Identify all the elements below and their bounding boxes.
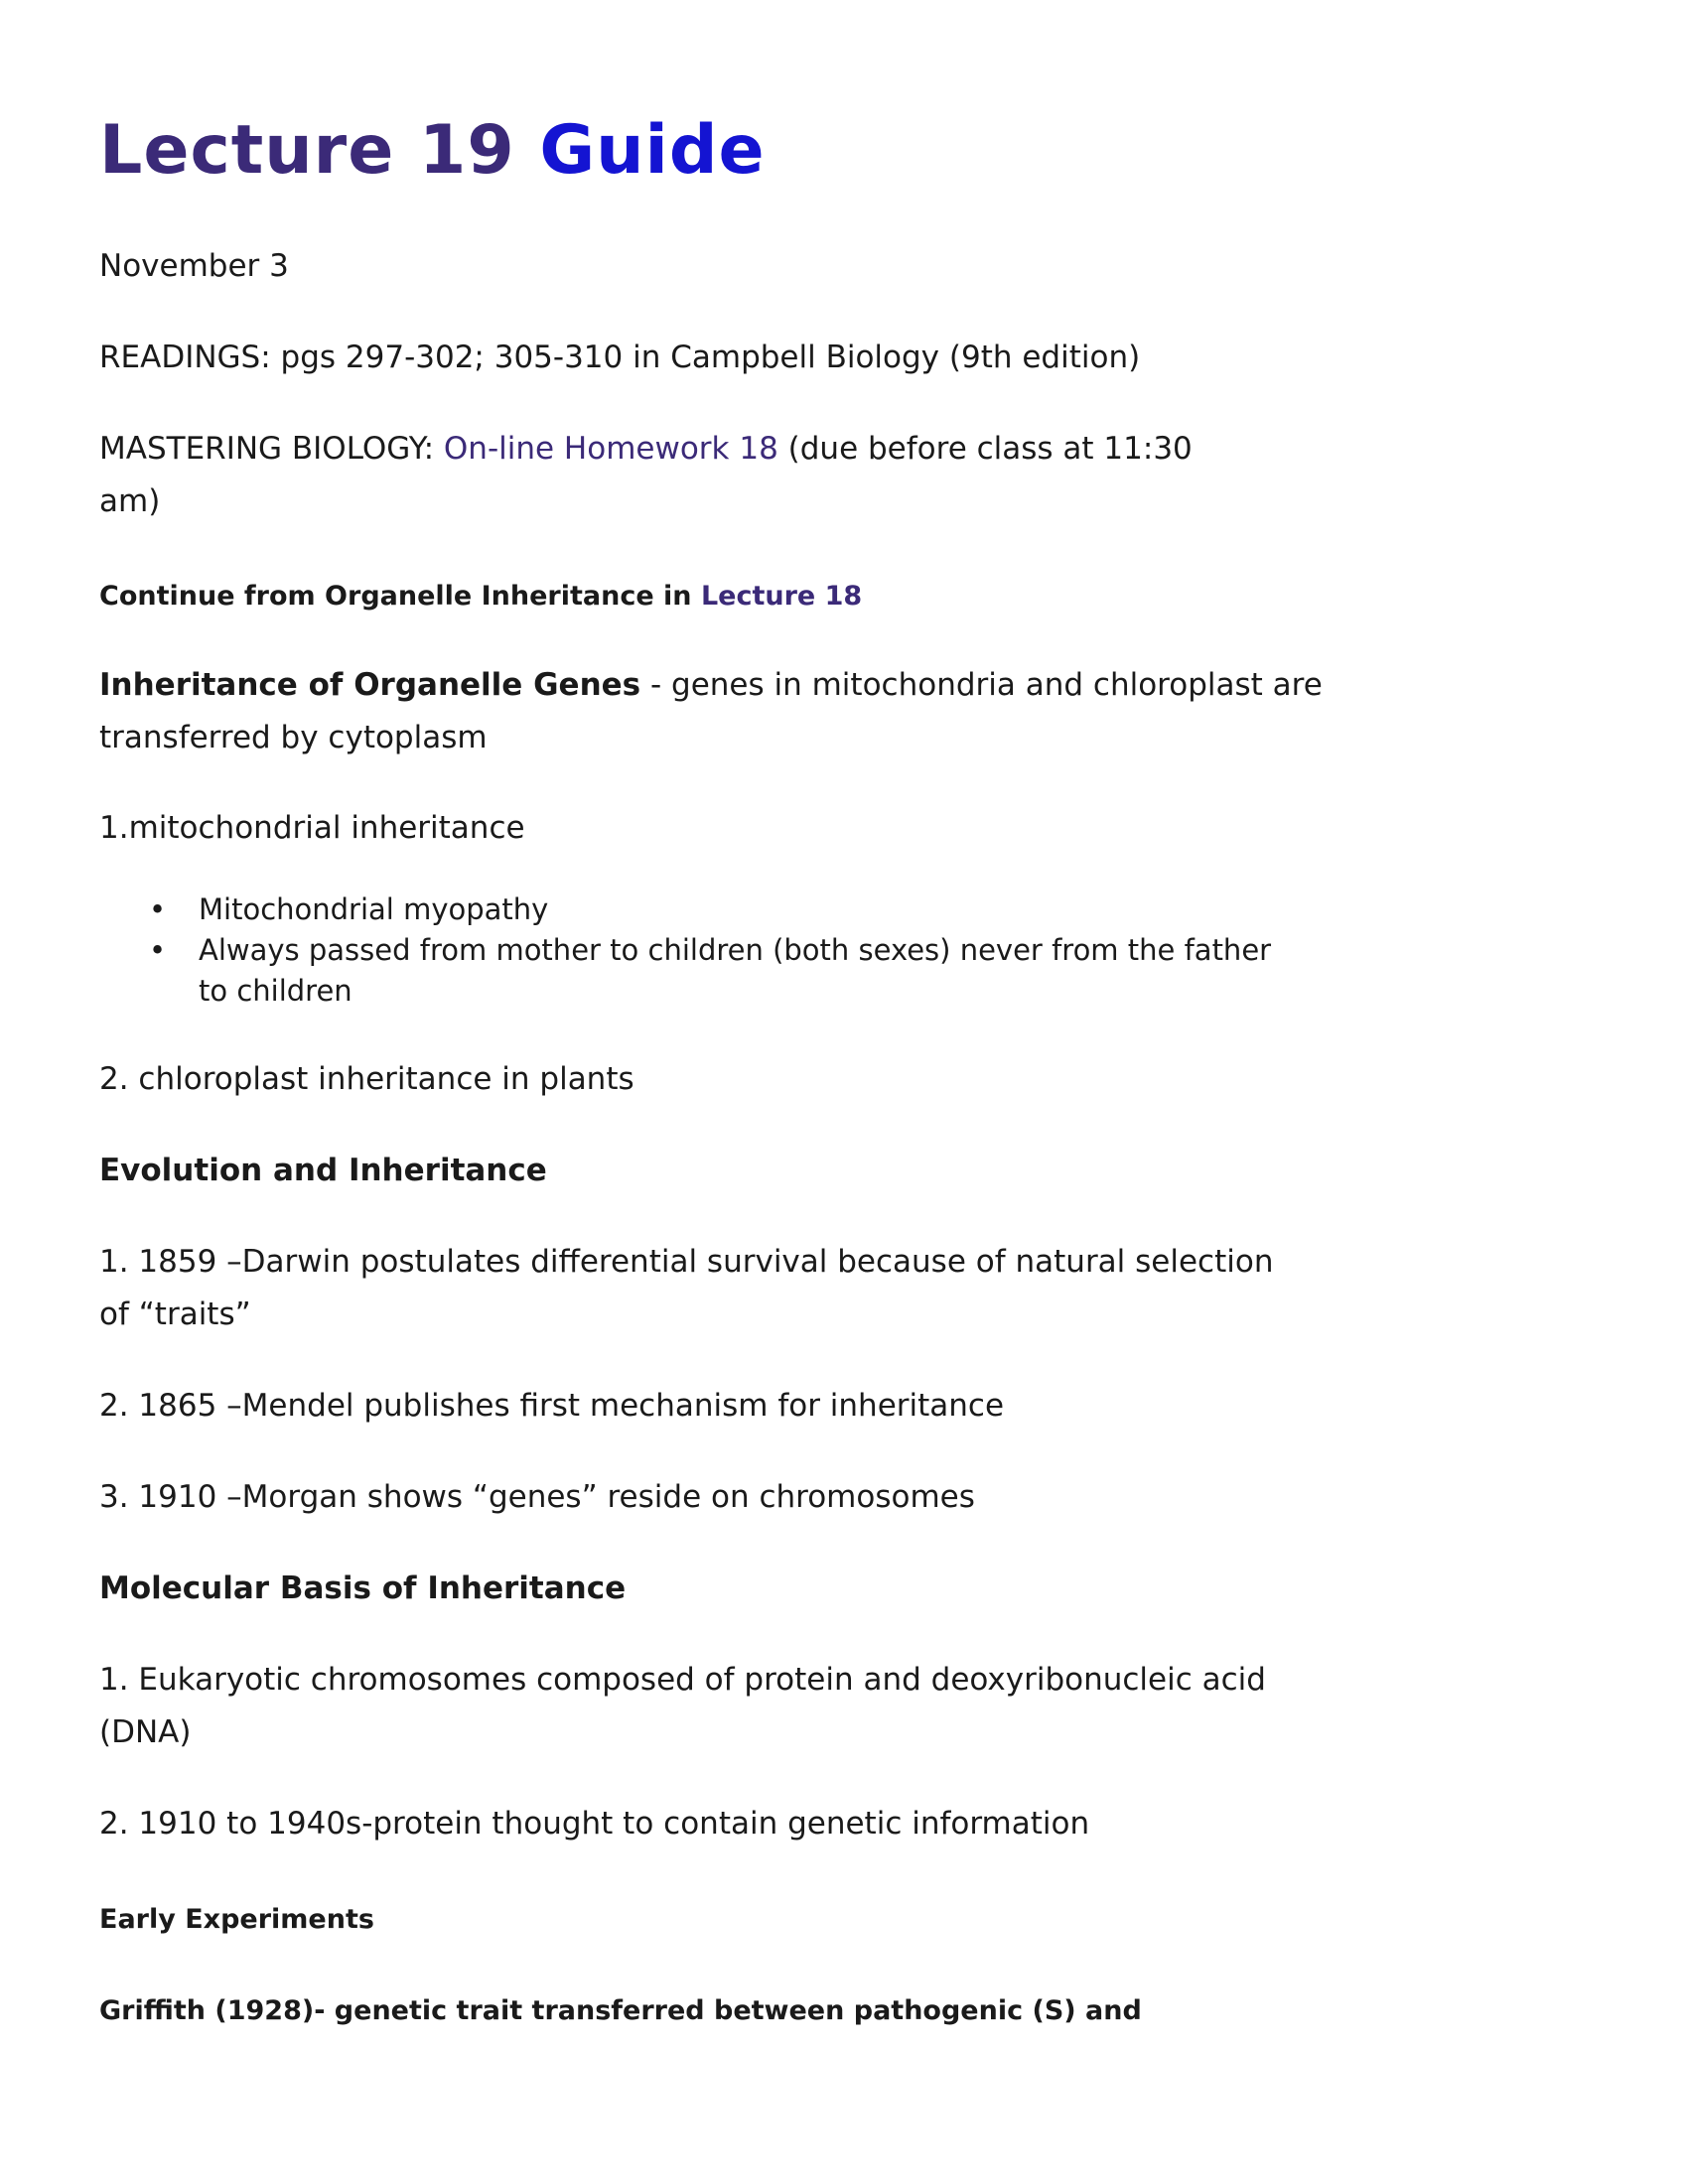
lecture-18-link[interactable]: Lecture 18 — [700, 581, 863, 612]
list-item: of “traits” — [99, 1297, 251, 1332]
list-item: 2. 1910 to 1940s-protein thought to contain genetic information — [99, 1806, 1090, 1842]
list-item: 1. 1859 –Darwin postulates differential survival because of natural selection — [99, 1244, 1274, 1280]
readings — [99, 332, 1140, 384]
page-title — [99, 111, 766, 190]
readings-text: : pgs 297-302; 305-310 in Campbell Biology (9th edition) — [260, 340, 1141, 375]
mito-item: 1.mitochondrial inheritance — [99, 810, 525, 846]
griffith-text: Griffith (1928)- genetic trait transferred between pathogenic (S) and — [99, 1995, 1142, 2026]
list-item: • Mitochondrial myopathy — [149, 889, 1271, 930]
list-item: (DNA) — [99, 1714, 192, 1750]
homework-link[interactable]: On-line Homework 18 — [443, 431, 778, 467]
title-guide: Guide — [539, 111, 766, 190]
list-item: 2. 1865 –Mendel publishes first mechanism for inheritance — [99, 1388, 1005, 1424]
early-heading: Early Experiments — [99, 1904, 374, 1935]
list-item: 3. 1910 –Morgan shows “genes” reside on chromosomes — [99, 1479, 975, 1515]
chloro-item: 2. chloroplast inheritance in plants — [99, 1061, 634, 1097]
mastering-line2: am) — [99, 483, 161, 519]
title-lecture: Lecture 19 — [99, 111, 515, 190]
readings-label: READINGS — [99, 340, 261, 375]
mastering-label: MASTERING BIOLOGY — [99, 431, 424, 467]
organelle-section: Inheritance of Organelle Genes - genes in mitochondria and chloroplast are — [99, 667, 1323, 703]
list-item: 1. Eukaryotic chromosomes composed of protein and deoxyribonucleic acid — [99, 1662, 1266, 1698]
organelle-line2: transferred by cytoplasm — [99, 720, 488, 755]
organelle-heading: Inheritance of Organelle Genes — [99, 667, 641, 703]
date: November 3 — [99, 248, 289, 284]
continue-note: Continue from Organelle Inheritance in Lecture 18 — [99, 581, 863, 612]
list-item: • Always passed from mother to children (both sexes) never from the father — [149, 930, 1271, 971]
evolution-heading: Evolution and Inheritance — [99, 1153, 547, 1188]
list-item-continued: to children — [199, 974, 352, 1008]
molecular-heading: Molecular Basis of Inheritance — [99, 1570, 627, 1606]
mastering-biology: MASTERING BIOLOGY: On-line Homework 18 (due before class at 11:30 — [99, 431, 1193, 467]
mito-bullets — [149, 889, 1271, 971]
